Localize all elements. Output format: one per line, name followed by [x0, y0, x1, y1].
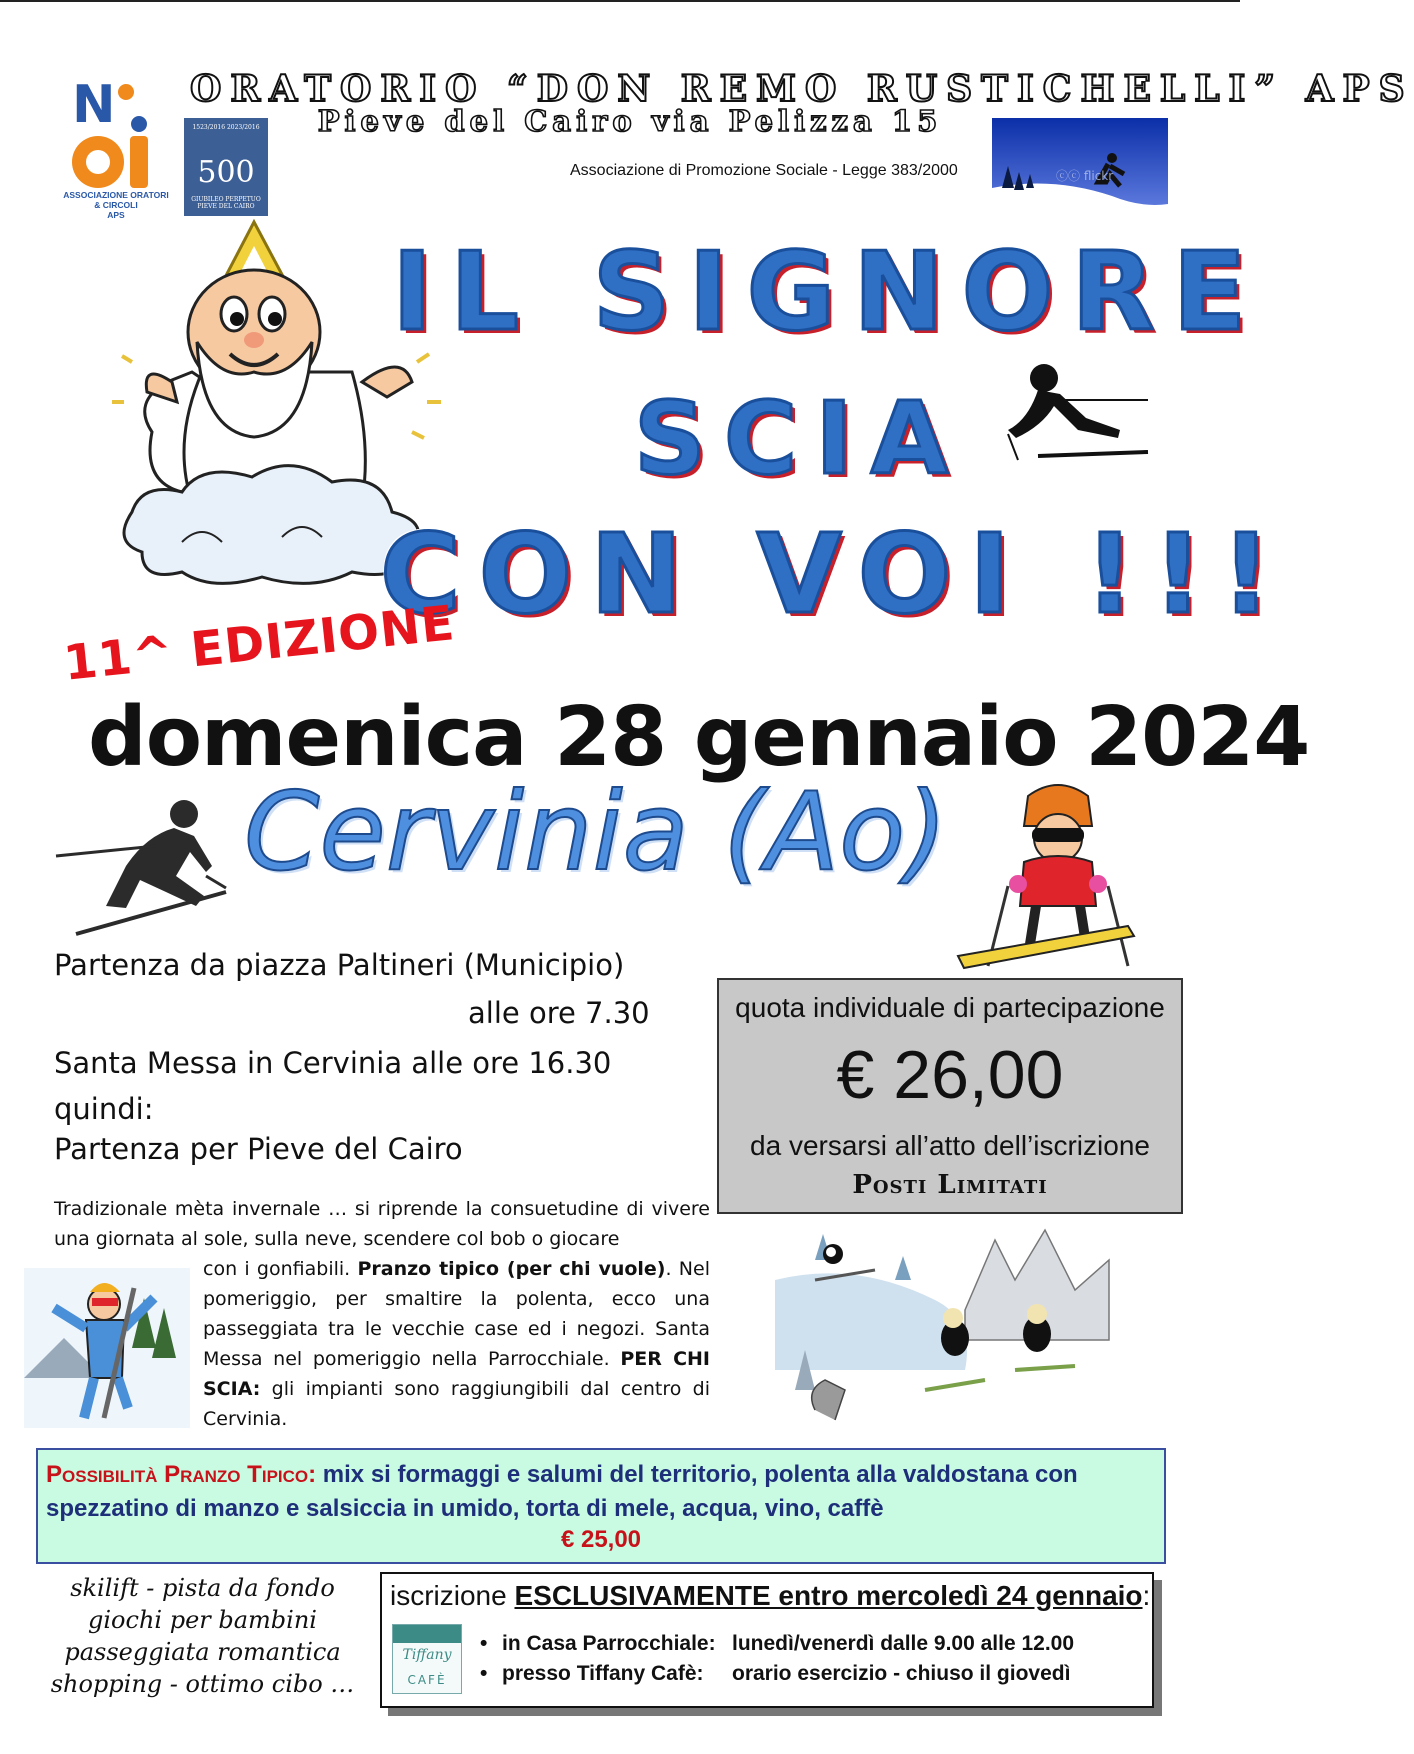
- poster-title-line-3: CON VOI !!!: [380, 510, 1290, 638]
- lunch-price: € 25,00: [560, 1526, 642, 1553]
- then-label: quindi:: [54, 1092, 154, 1126]
- organization-title: ORATORIO “DON REMO RUSTICHELLI” APS: [190, 68, 1414, 110]
- skier-photo: [992, 118, 1168, 222]
- activity-item: shopping - ottimo cibo …: [50, 1670, 355, 1698]
- tiffany-cafe-logo: Tiffany CAFÈ: [392, 1624, 462, 1694]
- giubileo-number: 500: [197, 155, 255, 190]
- price-label: quota individuale di partecipazione: [735, 992, 1165, 1023]
- price-note: da versarsi all’atto dell’iscrizione: [750, 1130, 1150, 1161]
- poster-title-line-2: SCIA: [634, 380, 967, 497]
- cartoon-snow-scene-illustration: [775, 1220, 1109, 1440]
- typical-lunch-box: [36, 1448, 1166, 1564]
- activities-list: [30, 1572, 375, 1700]
- cartoon-falling-skier-illustration: [24, 1268, 190, 1428]
- noi-logo-caption: ASSOCIAZIONE ORATORI & CIRCOLI APS: [63, 190, 169, 220]
- limited-seats: Posti Limitati: [852, 1170, 1048, 1200]
- top-border-line: [0, 0, 1240, 2]
- giubileo-years: 1523/2016 2023/2016: [192, 124, 260, 131]
- registration-title: iscrizione ESCLUSIVAMENTE entro mercoledì 24 gennaio:: [390, 1580, 1151, 1611]
- event-date: domenica 28 gennaio 2024: [88, 690, 1310, 785]
- event-location: Cervinia (Ao): [244, 770, 948, 895]
- activity-item: giochi per bambini: [88, 1606, 317, 1634]
- description-body: con i gonfiabili. Pranzo tipico (per chi vuole). Nel pomeriggio, per smaltire la polenta, ecco una passeggiata tra le vecchie case ed i negozi. Santa Messa nel pomeriggio nella Parrocchiale. PER CHI SCIA: gli impianti sono raggiungibili dal centro di Cervinia.: [203, 1258, 710, 1430]
- mass-time: Santa Messa in Cervinia alle ore 16.30: [54, 1046, 612, 1080]
- poster-title-line-1: IL SIGNORE: [392, 230, 1265, 355]
- photo-credit: ⓒⓒ flickr: [1056, 169, 1114, 183]
- giubileo-caption: GIUBILEO PERPETUO PIEVE DEL CAIRO: [191, 196, 261, 210]
- organization-address: Pieve del Cairo via Pelizza 15: [317, 104, 943, 138]
- departure-time: alle ore 7.30: [468, 996, 650, 1030]
- lunch-heading: Possibilità Pranzo Tipico:: [46, 1461, 317, 1488]
- return-departure: Partenza per Pieve del Cairo: [54, 1132, 463, 1166]
- downhill-skier-silhouette: [998, 360, 1148, 470]
- organization-subtitle: Associazione di Promozione Sociale - Legge 383/2000: [570, 162, 958, 179]
- skier-silhouette-left: [56, 796, 236, 936]
- price-box: [717, 978, 1183, 1214]
- registration-box: [380, 1572, 1154, 1708]
- description-intro: Tradizionale mèta invernale … si riprende la consuetudine di vivere una giornata al sole, sulla neve, scendere col bob o giocare: [54, 1198, 710, 1250]
- lunch-description: Possibilità Pranzo Tipico: mix si formaggi e salumi del territorio, polenta alla valdostana con spezzatino di manzo e salsiccia in umido, torta di mele, acqua, vino, caffè: [46, 1461, 1078, 1522]
- price-amount: € 26,00: [836, 1037, 1064, 1113]
- activity-item: skilift - pista da fondo: [70, 1574, 335, 1602]
- registration-row: • in Casa Parrocchiale: lunedì/venerdì dalle 9.00 alle 12.00: [480, 1632, 1075, 1655]
- registration-row: • presso Tiffany Cafè: orario esercizio - chiuso il giovedì: [480, 1662, 1071, 1685]
- svg-text:N: N: [72, 75, 116, 135]
- edition-label: 11^ EDIZIONE: [61, 595, 458, 692]
- cartoon-kid-skier-illustration: [958, 776, 1148, 972]
- activity-item: passeggiata romantica: [64, 1638, 341, 1666]
- departure-place: Partenza da piazza Paltineri (Municipio): [54, 948, 625, 982]
